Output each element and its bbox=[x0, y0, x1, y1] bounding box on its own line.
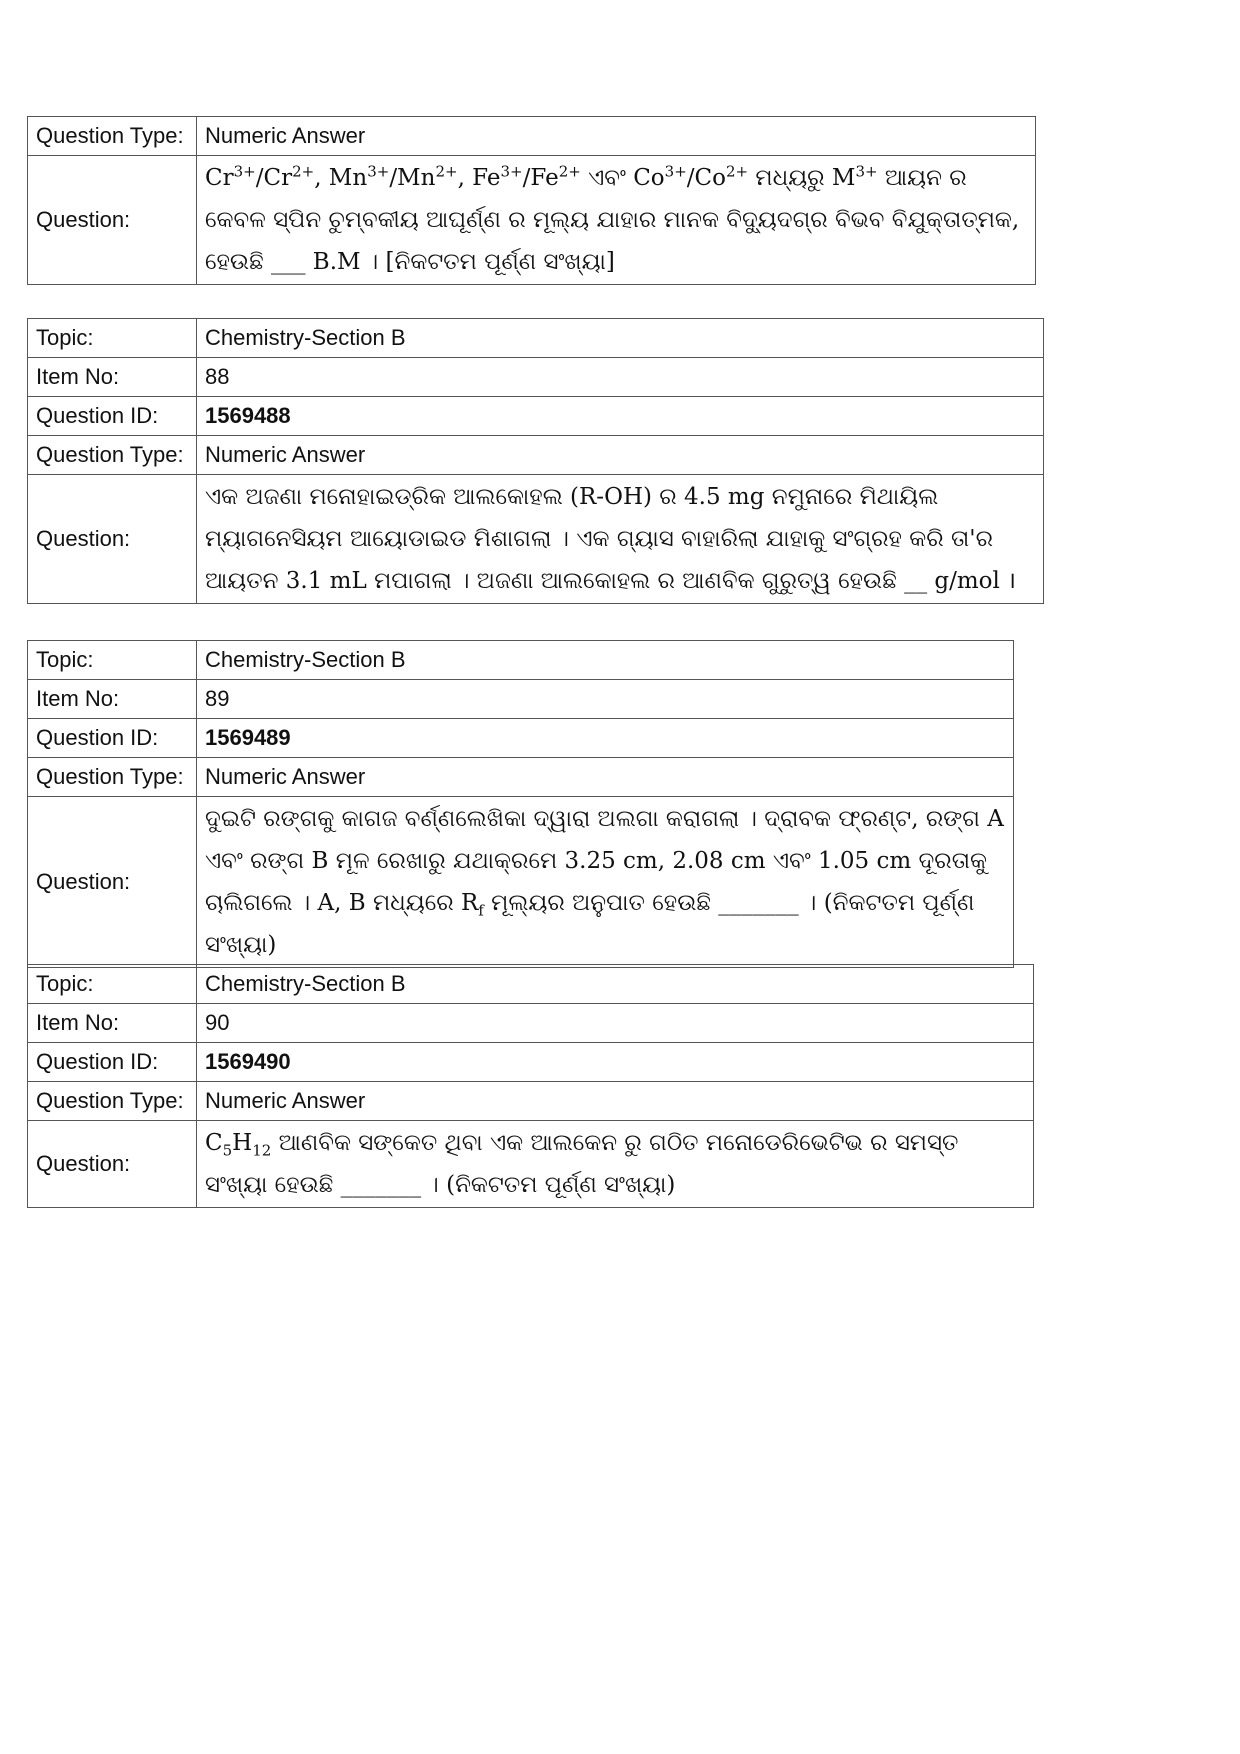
item-no-label: Item No: bbox=[28, 358, 197, 397]
question-id-label: Question ID: bbox=[28, 397, 197, 436]
topic-value: Chemistry-Section B bbox=[197, 319, 1044, 358]
topic-row bbox=[28, 641, 1014, 680]
topic-label: Topic: bbox=[28, 641, 197, 680]
question-type-label: Question Type: bbox=[28, 758, 197, 797]
question-id-row bbox=[28, 397, 1044, 436]
question-row bbox=[28, 797, 1014, 968]
topic-label: Topic: bbox=[28, 319, 197, 358]
question-id-label: Question ID: bbox=[28, 1043, 197, 1082]
topic-value: Chemistry-Section B bbox=[197, 965, 1034, 1004]
question-type-row bbox=[28, 117, 1036, 156]
question-row bbox=[28, 475, 1044, 604]
item-no-value: 90 bbox=[197, 1004, 1034, 1043]
question-type-value: Numeric Answer bbox=[197, 117, 1036, 156]
item-no-value: 89 bbox=[197, 680, 1014, 719]
question-type-value: Numeric Answer bbox=[197, 758, 1014, 797]
item-no-row bbox=[28, 680, 1014, 719]
question-id-row bbox=[28, 719, 1014, 758]
question-type-row bbox=[28, 758, 1014, 797]
question-id-value: 1569488 bbox=[197, 397, 1044, 436]
question-row bbox=[28, 1121, 1034, 1208]
question-text: ଏକ ଅଜଣା ମନୋହାଇଡ୍ରିକ ଆଲକୋହଲ (R-OH) ର 4.5 mg ନମୁନାରେ ମିଥାୟିଲ ମ୍ୟାଗନେସିୟମ ଆୟୋଡାଇଡ ମିଶାଗଲା । ଏକ ଗ୍ୟାସ ବାହାରିଲା ଯାହାକୁ ସଂଗ୍ରହ କରି ତା'ର ଆୟତନ 3.1 mL ମପାଗଲା । ଅଜଣା ଆଲକୋହଲ ର ଆଣବିକ ଗୁରୁତ୍ୱ ହେଉଛି __ g/mol । bbox=[197, 475, 1044, 604]
item-no-value: 88 bbox=[197, 358, 1044, 397]
question-id-value: 1569490 bbox=[197, 1043, 1034, 1082]
question-type-value: Numeric Answer bbox=[197, 1082, 1034, 1121]
question-table-88 bbox=[27, 318, 1044, 604]
question-type-row bbox=[28, 436, 1044, 475]
question-type-value: Numeric Answer bbox=[197, 436, 1044, 475]
topic-label: Topic: bbox=[28, 965, 197, 1004]
question-id-row bbox=[28, 1043, 1034, 1082]
question-type-row bbox=[28, 1082, 1034, 1121]
item-no-row bbox=[28, 358, 1044, 397]
question-label: Question: bbox=[28, 156, 197, 285]
question-text: ଦୁଇଟି ରଙ୍ଗକୁ କାଗଜ ବର୍ଣ୍ଣଲେଖିକା ଦ୍ୱାରା ଅଲଗା କରାଗଲା । ଦ୍ରାବକ ଫ୍ରଣ୍ଟ, ରଙ୍ଗ A ଏବଂ ରଙ୍ଗ B ମୂଳ ରେଖାରୁ ଯଥାକ୍ରମେ 3.25 cm, 2.08 cm ଏବଂ 1.05 cm ଦୂରତାକୁ ଚାଲିଗଲେ । A, B ମଧ୍ୟରେ $R_f$ ମୂଲ୍ୟର ଅନୁପାତ ହେଉଛି _______ । (ନିକଟତମ ପୂର୍ଣ୍ଣ ସଂଖ୍ୟା) bbox=[197, 797, 1014, 968]
question-type-label: Question Type: bbox=[28, 117, 197, 156]
item-no-row bbox=[28, 1004, 1034, 1043]
question-id-value: 1569489 bbox=[197, 719, 1014, 758]
topic-value: Chemistry-Section B bbox=[197, 641, 1014, 680]
question-table-87 bbox=[27, 116, 1036, 285]
question-text: $Cr^{3+}/Cr^{2+}$, $Mn^{3+}/Mn^{2+}$, $Fe^{3+}/Fe^{2+}$ ଏବଂ $Co^{3+}/Co^{2+}$ ମଧ୍ୟରୁ $M^{3+}$ ଆୟନ ର କେବଳ ସ୍ପିନ ଚୁମ୍ବକୀୟ ଆଘୂର୍ଣ୍ଣ ର ମୂଲ୍ୟ ଯାହାର ମାନକ ବିଦ୍ୟୁଦଗ୍ର ବିଭବ ବିଯୁକ୍ତାତ୍ମକ, ହେଉଛି ___ B.M । [ନିକଟତମ ପୂର୍ଣ୍ଣ ସଂଖ୍ୟା] bbox=[197, 156, 1036, 285]
question-table-89 bbox=[27, 640, 1014, 968]
question-table-90 bbox=[27, 964, 1034, 1208]
item-no-label: Item No: bbox=[28, 1004, 197, 1043]
question-type-label: Question Type: bbox=[28, 436, 197, 475]
item-no-label: Item No: bbox=[28, 680, 197, 719]
topic-row bbox=[28, 319, 1044, 358]
question-id-label: Question ID: bbox=[28, 719, 197, 758]
question-label: Question: bbox=[28, 797, 197, 968]
question-label: Question: bbox=[28, 1121, 197, 1208]
topic-row bbox=[28, 965, 1034, 1004]
question-type-label: Question Type: bbox=[28, 1082, 197, 1121]
question-row bbox=[28, 156, 1036, 285]
question-text: $C_5H_{12}$ ଆଣବିକ ସଙ୍କେତ ଥିବା ଏକ ଆଲକେନ ରୁ ଗଠିତ ମନୋଡେରିଭେଟିଭ ର ସମସ୍ତ ସଂଖ୍ୟା ହେଉଛି _______ । (ନିକଟତମ ପୂର୍ଣ୍ଣ ସଂଖ୍ୟା) bbox=[197, 1121, 1034, 1208]
question-label: Question: bbox=[28, 475, 197, 604]
